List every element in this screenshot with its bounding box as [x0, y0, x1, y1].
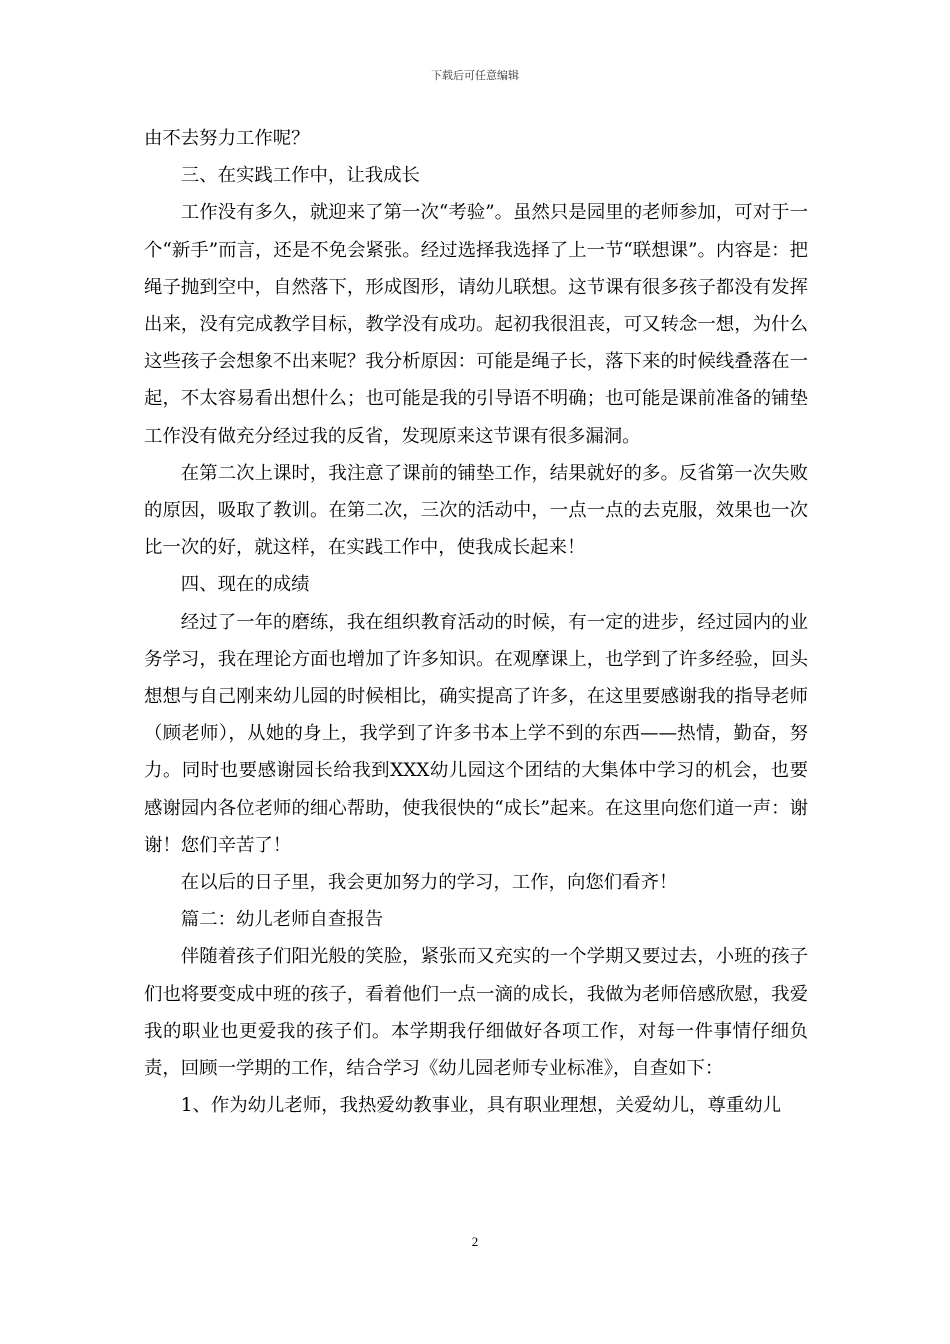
document-body — [144, 120, 808, 1124]
paragraph-5: 在以后的日子里，我会更加努力的学习，工作，向您们看齐！ — [180, 872, 678, 894]
paragraph-4: 经过了一年的磨练，我在组织教育活动的时候，有一定的进步，经过园内的业务学习，我在理论方面也增加了许多知识。在观摩课上，也学到了许多经验，回头想想与自己刚来幼儿园的时候相比，确实提高了许多，在这里要感谢我的指导老师（顾老师），从她的身上，我学到了许多书本上学不到的东西——热情，勤奋，努力。同时也要感谢园长给我到XXX幼儿园这个团结的大集体中学习的机会，也要感谢园内各位老师的细心帮助，使我很快的“成长”起来。在这里向您们道一声：谢谢！您们辛苦了！ — [144, 611, 808, 856]
paragraph-1: 由不去努力工作呢？ — [144, 128, 310, 149]
paragraph-6: 伴随着孩子们阳光般的笑脸，紧张而又充实的一个学期又要过去，小班的孩子们也将要变成中班的孩子，看着他们一点一滴的成长，我做为老师倍感欣慰，我爱我的职业也更爱我的孩子们。本学期我仔细做好各项工作，对每一件事情仔细负责，回顾一学期的工作，结合学习《幼儿园老师专业标准》，自查如下： — [144, 946, 808, 1080]
paragraph-7: 1、作为幼儿老师，我热爱幼教事业，具有职业理想，关爱幼儿，尊重幼儿 — [180, 1095, 781, 1117]
section-heading-4: 四、现在的成绩 — [180, 574, 310, 596]
section-heading-3: 三、在实践工作中，让我成长 — [180, 165, 420, 187]
paragraph-2: 工作没有多久，就迎来了第一次“考验”。虽然只是园里的老师参加，可对于一个“新手”而言，还是不免会紧张。经过选择我选择了上一节“联想课”。内容是：把绳子抛到空中，自然落下，形成图形，请幼儿联想。这节课有很多孩子都没有发挥出来，没有完成教学目标，教学没有成功。起初我很沮丧，可又转念一想，为什么这些孩子会想象不出来呢？我分析原因：可能是绳子长，落下来的时候线叠落在一起，不太容易看出想什么；也可能是我的引导语不明确；也可能是课前准备的铺垫工作没有做充分经过我的反省，发现原来这节课有很多漏洞。 — [144, 202, 808, 447]
page-header-note: 下载后可任意编辑 — [431, 69, 519, 82]
page-number: 2 — [471, 1234, 479, 1249]
article-heading-2: 篇二：幼儿老师自查报告 — [180, 909, 384, 931]
paragraph-3: 在第二次上课时，我注意了课前的铺垫工作，结果就好的多。反省第一次失败的原因，吸取了教训。在第二次，三次的活动中，一点一点的去克服，效果也一次比一次的好，就这样，在实践工作中，使我成长起来！ — [144, 462, 808, 559]
